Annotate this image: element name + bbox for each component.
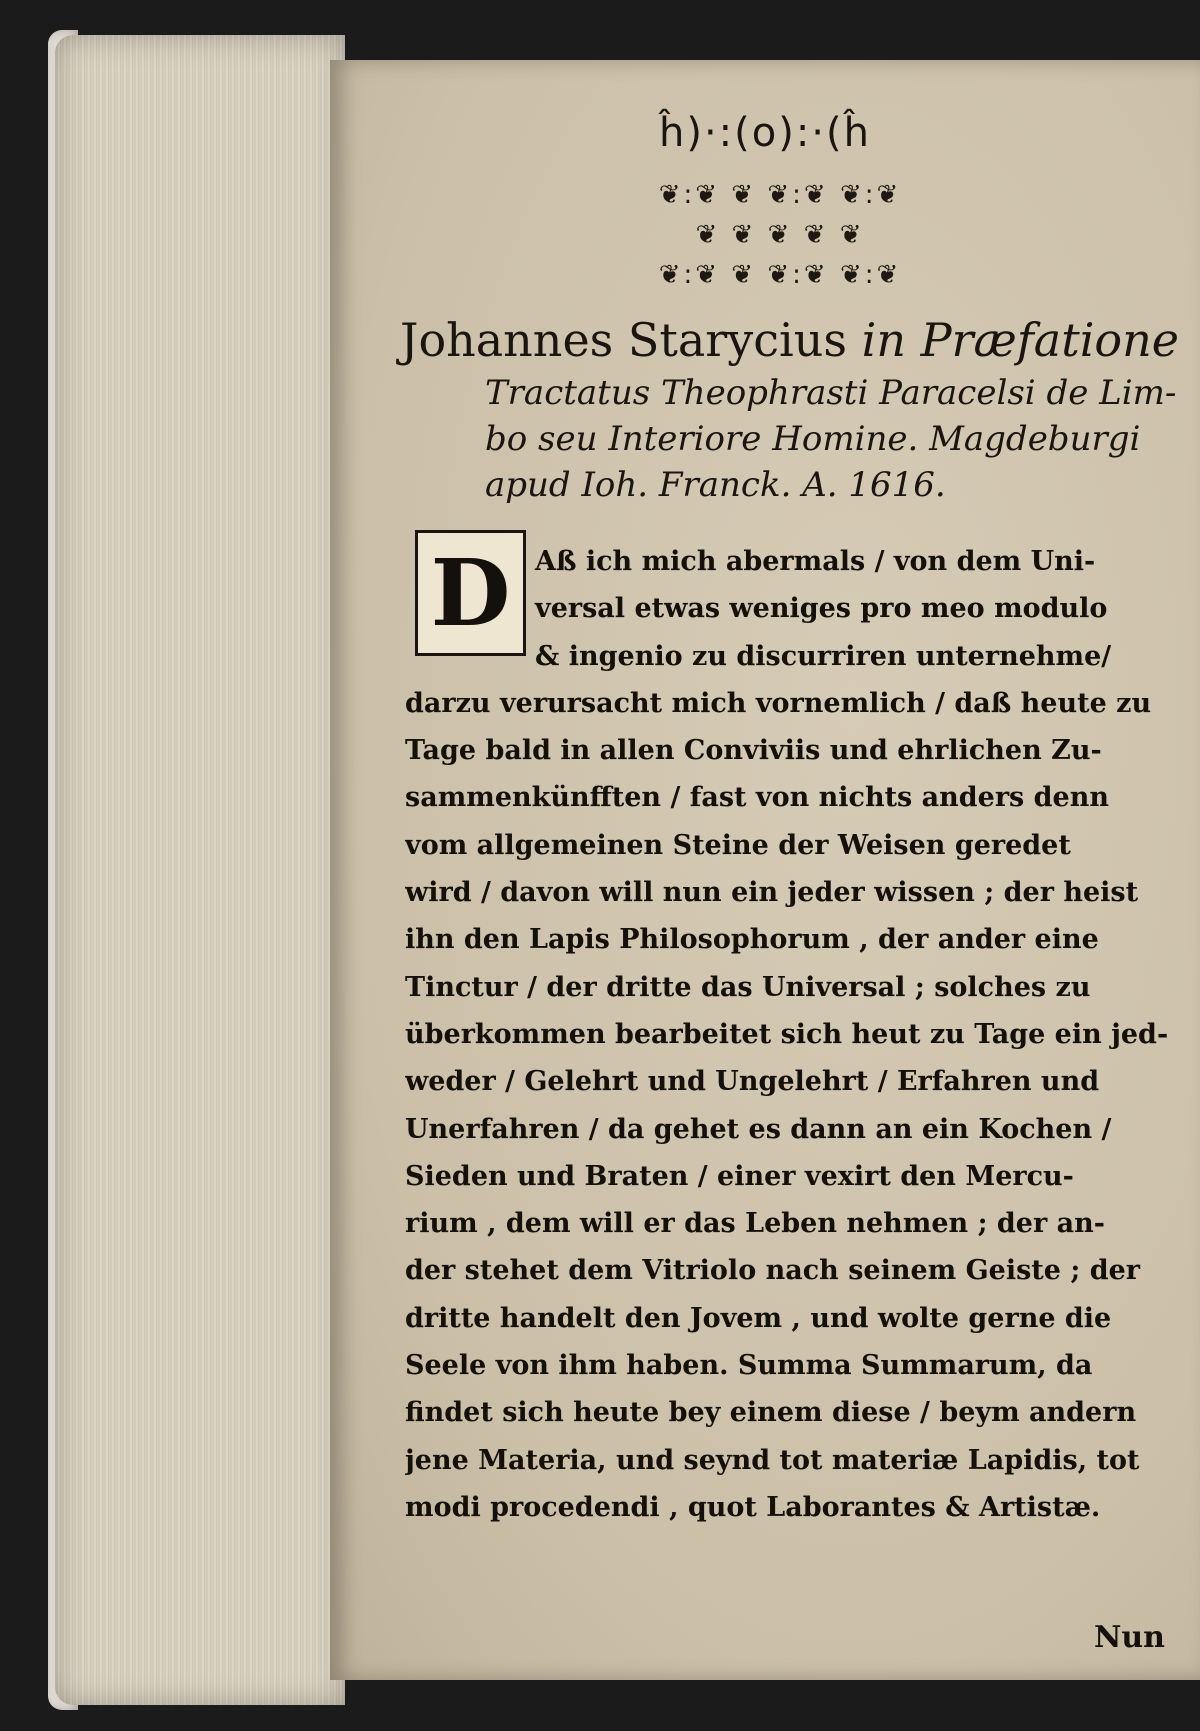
- text-line: findet sich heute bey einem diese / beym andern: [405, 1397, 1137, 1429]
- text-line: modi procedendi , quot Laborantes & Artistæ.: [405, 1491, 1101, 1523]
- initial-letter: D: [430, 539, 511, 647]
- text-line: darzu verursacht mich vornemlich / daß heute zu: [405, 687, 1152, 719]
- text-line: Seele von ihm haben. Summa Summarum, da: [405, 1350, 1093, 1382]
- ornament-band: ❦:❦ ❦ ❦:❦ ❦:❦: [658, 180, 902, 210]
- ornament-band: ❦ ❦ ❦ ❦ ❦: [695, 220, 865, 250]
- title-author: Johannes Starycius: [400, 313, 862, 367]
- title-line: [400, 310, 1180, 370]
- text-line: jene Materia, und seynd tot materiæ Lapidis, tot: [405, 1444, 1140, 1476]
- page-header-ornament: ĥ)·:(o):·(ĥ: [659, 110, 871, 156]
- text-line: rium , dem will er das Leben nehmen ; der an-: [405, 1208, 1105, 1240]
- title-subline: apud Ioh. Franck. A. 1616.: [485, 465, 946, 505]
- text-line: Aß ich mich abermals / von dem Uni-: [535, 546, 1096, 577]
- text-line: der stehet dem Vitriolo nach seinem Geiste ; der: [405, 1255, 1140, 1287]
- text-line: Tage bald in allen Conviviis und ehrlichen Zu-: [405, 735, 1102, 767]
- text-line: weder / Gelehrt und Ungelehrt / Erfahren und: [405, 1066, 1100, 1098]
- text-line: überkommen bearbeitet sich heut zu Tage ein jed-: [405, 1018, 1169, 1050]
- text-line: ihn den Lapis Philosophorum , der ander eine: [405, 924, 1099, 956]
- text-line: Tinctur / der dritte das Universal ; solches zu: [405, 971, 1091, 1003]
- title-subline: Tractatus Theophrasti Paracelsi de Lim-: [485, 373, 1177, 413]
- text-line: wird / davon will nun ein jeder wissen ; der heist: [405, 877, 1139, 909]
- ornament-band: ❦:❦ ❦ ❦:❦ ❦:❦: [658, 260, 902, 290]
- text-line: Unerfahren / da gehet es dann an ein Kochen /: [405, 1113, 1112, 1145]
- catchword: Nun: [1093, 1620, 1165, 1655]
- section-title: [400, 310, 1180, 508]
- book-page: [330, 60, 1200, 1680]
- text-line: vom allgemeinen Steine der Weisen geredet: [405, 829, 1071, 861]
- page-edges: [55, 35, 345, 1705]
- text-line: Sieden und Braten / einer vexirt den Mercu-: [405, 1160, 1074, 1192]
- title-italic: in Præfatione: [861, 313, 1179, 367]
- body-text: [405, 538, 1195, 1531]
- text-line: & ingenio zu discurriren unternehme/: [535, 640, 1112, 672]
- text-line: dritte handelt den Jovem , und wolte gerne die: [405, 1302, 1112, 1334]
- text-line: sammenkünfften / fast von nichts anders denn: [405, 782, 1109, 814]
- text-line: versal etwas weniges pro meo modulo: [535, 593, 1108, 625]
- title-subline: bo seu Interiore Homine. Magdeburgi: [485, 419, 1141, 459]
